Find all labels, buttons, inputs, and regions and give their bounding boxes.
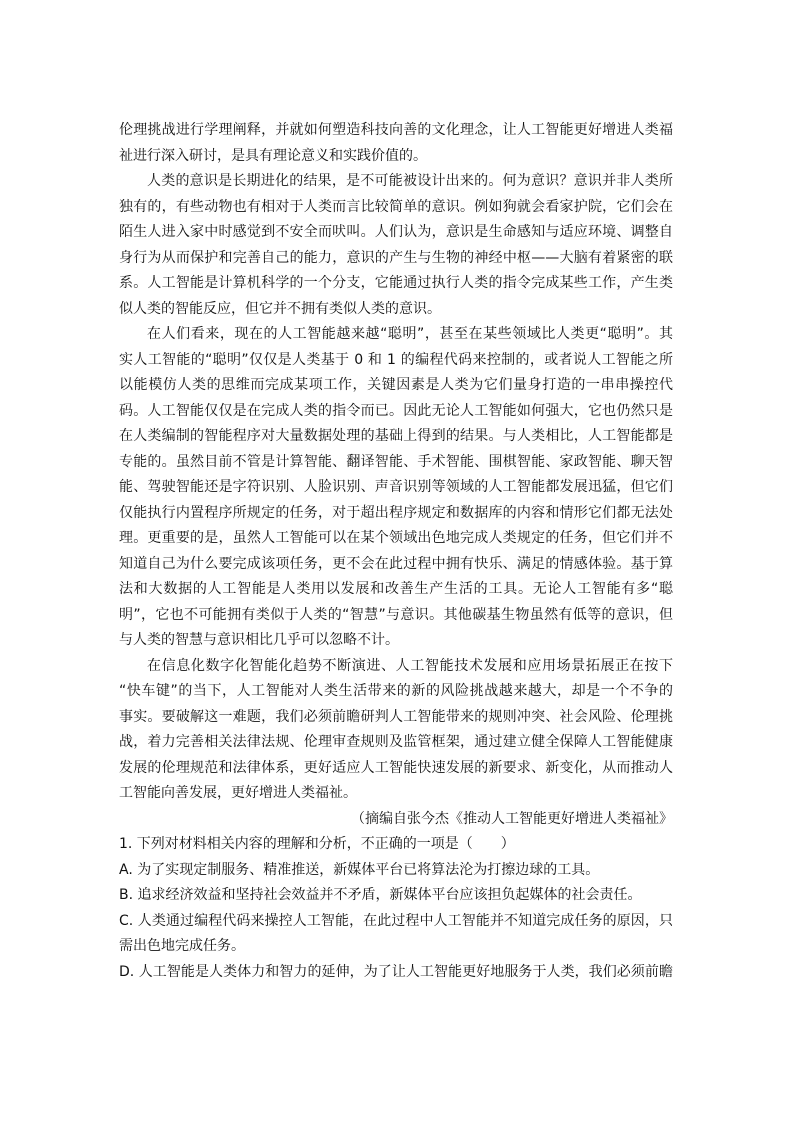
paragraph-3 [119,322,673,654]
option-a: A. 为了实现定制服务、精准推送，新媒体平台已将算法沦为打擦边球的工具。 [119,861,600,878]
text-line: 战，着力完善相关法律法规、伦理审查规则及监管框架，通过建立健全保障人工智能健康 [119,734,673,750]
text-line: 人类的意识是长期进化的结果，是不可能被设计出来的。何为意识？意识并非人类所 [147,173,673,189]
text-line: 能、驾驶智能还是字符识别、人脸识别、声音识别等领域的人工智能都发展迅猛，但它们 [119,479,673,495]
text-line: 在人们看来，现在的人工智能越来越“聪明”，甚至在某些领域比人类更“聪明”。其 [147,326,673,342]
text-line: 发展的伦理规范和法律体系，更好适应人工智能快速发展的新要求、新变化，从而推动人 [119,759,673,776]
text-line: 伦理挑战进行学理阐释，并就如何塑造科技向善的文化理念，让人工智能更好增进人类福 [119,122,673,138]
text-line: 在人类编制的智能程序对大量数据处理的基础上得到的结果。与人类相比，人工智能都是 [119,428,673,444]
source-citation: （摘编自张今杰《推动人工智能更好增进人类福祉》 [351,810,673,827]
text-line: 实人工智能的“聪明”仅仅是人类基于 0 和 1 的编程代码来控制的，或者说人工智能之所 [119,351,673,368]
text-line: 需出色地完成任务。 [119,938,245,954]
text-line: 似人类的智能反应，但它并不拥有类似人类的意识。 [119,300,441,317]
text-line: “快车键”的当下，人工智能对人类生活带来的新的风险挑战越来越大，却是一个不争的 [119,683,673,699]
document-page [119,118,673,985]
question-stem: 1. 下列对材料相关内容的理解和分析，不正确的一项是（ ） [119,836,515,852]
text-line: 系。人工智能是计算机科学的一个分支，它能通过执行人类的指令完成某些工作，产生类 [119,275,673,291]
text-line: 明”，它也不可能拥有类似于人类的“智慧”与意识。其他碳基生物虽然有低等的意识，但 [119,606,673,623]
text-line: 事实。要破解这一难题，我们必须前瞻研判人工智能带来的规则冲突、社会风险、伦理挑 [119,708,673,725]
text-line: 陌生人进入家中时感觉到不安全而吠叫。人们认为，意识是生命感知与适应环境、调整自 [119,224,673,240]
text-line: 身行为从而保护和完善自己的能力，意识的产生与生物的神经中枢——大脑有着紧密的联 [119,249,673,266]
text-line: 知道自己为什么要完成该项任务，更不会在此过程中拥有快乐、满足的情感体验。基于算 [119,555,673,572]
option-d: D. 人工智能是人类体力和智力的延伸，为了让人工智能更好地服务于人类，我们必须前瞻 [119,963,673,980]
text-line: 祉进行深入研讨，是具有理论意义和实践价值的。 [119,147,427,164]
paragraph-4 [119,654,673,807]
text-line: 以能模仿人类的思维而完成某项工作，关键因素是人类为它们量身打造的一串串操控代 [119,377,673,393]
option-c [119,909,673,960]
text-line: 独有的，有些动物也有相对于人类而言比较简单的意识。例如狗就会看家护院，它们会在 [119,198,673,215]
text-line: C. 人类通过编程代码来操控人工智能，在此过程中人工智能并不知道完成任务的原因，只 [119,912,673,929]
text-line: 理。更重要的是，虽然人工智能可以在某个领域出色地完成人类规定的任务，但它们并不 [119,530,673,546]
text-line: 与人类的智慧与意识相比几乎可以忽略不计。 [119,632,399,648]
option-b: B. 追求经济效益和坚持社会效益并不矛盾，新媒体平台应该担负起媒体的社会责任。 [119,887,642,903]
text-line: 在信息化数字化智能化趋势不断演进、人工智能技术发展和应用场景拓展正在按下 [147,657,673,674]
text-line: 工智能向善发展，更好增进人类福祉。 [119,785,357,801]
text-line: 码。人工智能仅仅是在完成人类的指令而已。因此无论人工智能如何强大，它也仍然只是 [119,402,673,419]
paragraph-1 [119,118,673,169]
text-line: 专能的。虽然目前不管是计算智能、翻译智能、手术智能、围棋智能、家政智能、聊天智 [119,453,673,470]
paragraph-2 [119,169,673,322]
text-line: 法和大数据的人工智能是人类用以发展和改善生产生活的工具。无论人工智能有多“聪 [119,581,673,597]
text-line: 仅能执行内置程序所规定的任务，对于超出程序规定和数据库的内容和情形它们都无法处 [119,504,673,521]
question-1 [119,832,673,985]
